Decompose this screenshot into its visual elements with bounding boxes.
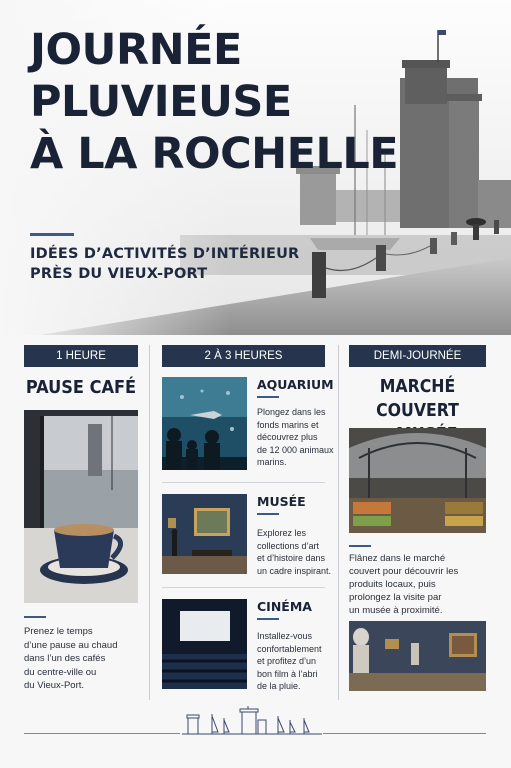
duration-badge: DEMI-JOURNÉE	[349, 345, 486, 367]
aquarium-photo	[162, 377, 247, 470]
museum-description	[257, 527, 337, 577]
aquarium-title: AQUARIUM	[257, 377, 334, 392]
subtitle-line-1: IDÉES D’ACTIVITÉS D’INTÉRIEUR	[30, 246, 300, 262]
description-line: découvrez plus	[257, 432, 318, 442]
title-line-2: PLUVIEUSE	[30, 77, 292, 127]
description-line: couvert pour découvrir les	[349, 566, 459, 577]
description-line: de la pluie.	[257, 681, 301, 691]
activity-separator	[162, 587, 325, 588]
title-line-3: À LA ROCHELLE	[30, 129, 399, 179]
museum-title: MUSÉE	[257, 494, 306, 509]
market-description	[349, 552, 489, 617]
covered-market-photo	[349, 428, 486, 533]
description-line: Prenez le temps	[24, 626, 93, 637]
description-line: bon film à l’abri	[257, 668, 318, 679]
description-line: prolongez la visite par	[349, 592, 442, 603]
hero-banner	[0, 0, 511, 335]
description-line: Flânez dans le marché	[349, 553, 446, 564]
cafe-window-photo	[24, 410, 138, 603]
column-coffee-break	[24, 345, 138, 400]
title-line: MARCHÉ COUVERT	[376, 377, 459, 421]
description-line: produits locaux, puis	[349, 579, 436, 590]
museum-gallery-photo	[162, 494, 247, 574]
description-line: fonds marins et	[257, 419, 319, 430]
subtitle-line-2: PRÈS DU VIEUX-PORT	[30, 266, 208, 282]
activity-title: PAUSE CAFÉ	[25, 377, 137, 398]
description-rule	[257, 396, 279, 398]
description-rule	[24, 616, 46, 618]
description-line: et d’histoire dans	[257, 553, 326, 563]
description-line: un musée à proximité.	[349, 605, 443, 616]
title-line-1: JOURNÉE	[30, 25, 242, 75]
activity-separator	[162, 482, 325, 483]
description-rule	[349, 545, 371, 547]
description-rule	[257, 618, 279, 620]
description-line: collections d’art	[257, 540, 320, 551]
description-line: d’une pause au chaud	[24, 639, 118, 651]
title-accent-rule	[30, 233, 74, 236]
la-rochelle-skyline-icon	[182, 706, 322, 746]
description-line: un cadre inspirant.	[257, 565, 332, 576]
museum-sculpture-photo	[349, 621, 486, 691]
footer-rule-right	[323, 733, 486, 734]
page-title	[30, 24, 398, 180]
description-line: marins.	[257, 457, 287, 467]
duration-badge: 2 À 3 HEURES	[162, 345, 325, 367]
description-line: Installez-vous	[257, 631, 313, 641]
description-line: du centre-ville ou	[24, 666, 97, 678]
cinema-title: CINÉMA	[257, 599, 312, 614]
column-two-three-hours	[162, 345, 325, 367]
cinema-photo	[162, 599, 247, 689]
description-line: du Vieux-Port.	[24, 680, 85, 691]
description-line: de 12 000 animaux	[257, 444, 334, 455]
coffee-description	[24, 625, 144, 693]
description-line: dans l’un des cafés	[24, 653, 106, 664]
description-line: et profitez d’un	[257, 656, 317, 666]
cinema-description	[257, 630, 339, 693]
description-line: confortablement	[257, 643, 322, 654]
column-divider	[149, 345, 150, 700]
description-line: Explorez les	[257, 528, 307, 538]
page-subtitle	[30, 244, 299, 284]
footer-rule-left	[24, 733, 180, 734]
duration-badge: 1 HEURE	[24, 345, 138, 367]
aquarium-description	[257, 406, 337, 469]
description-rule	[257, 513, 279, 515]
description-line: Plongez dans les	[257, 407, 326, 417]
